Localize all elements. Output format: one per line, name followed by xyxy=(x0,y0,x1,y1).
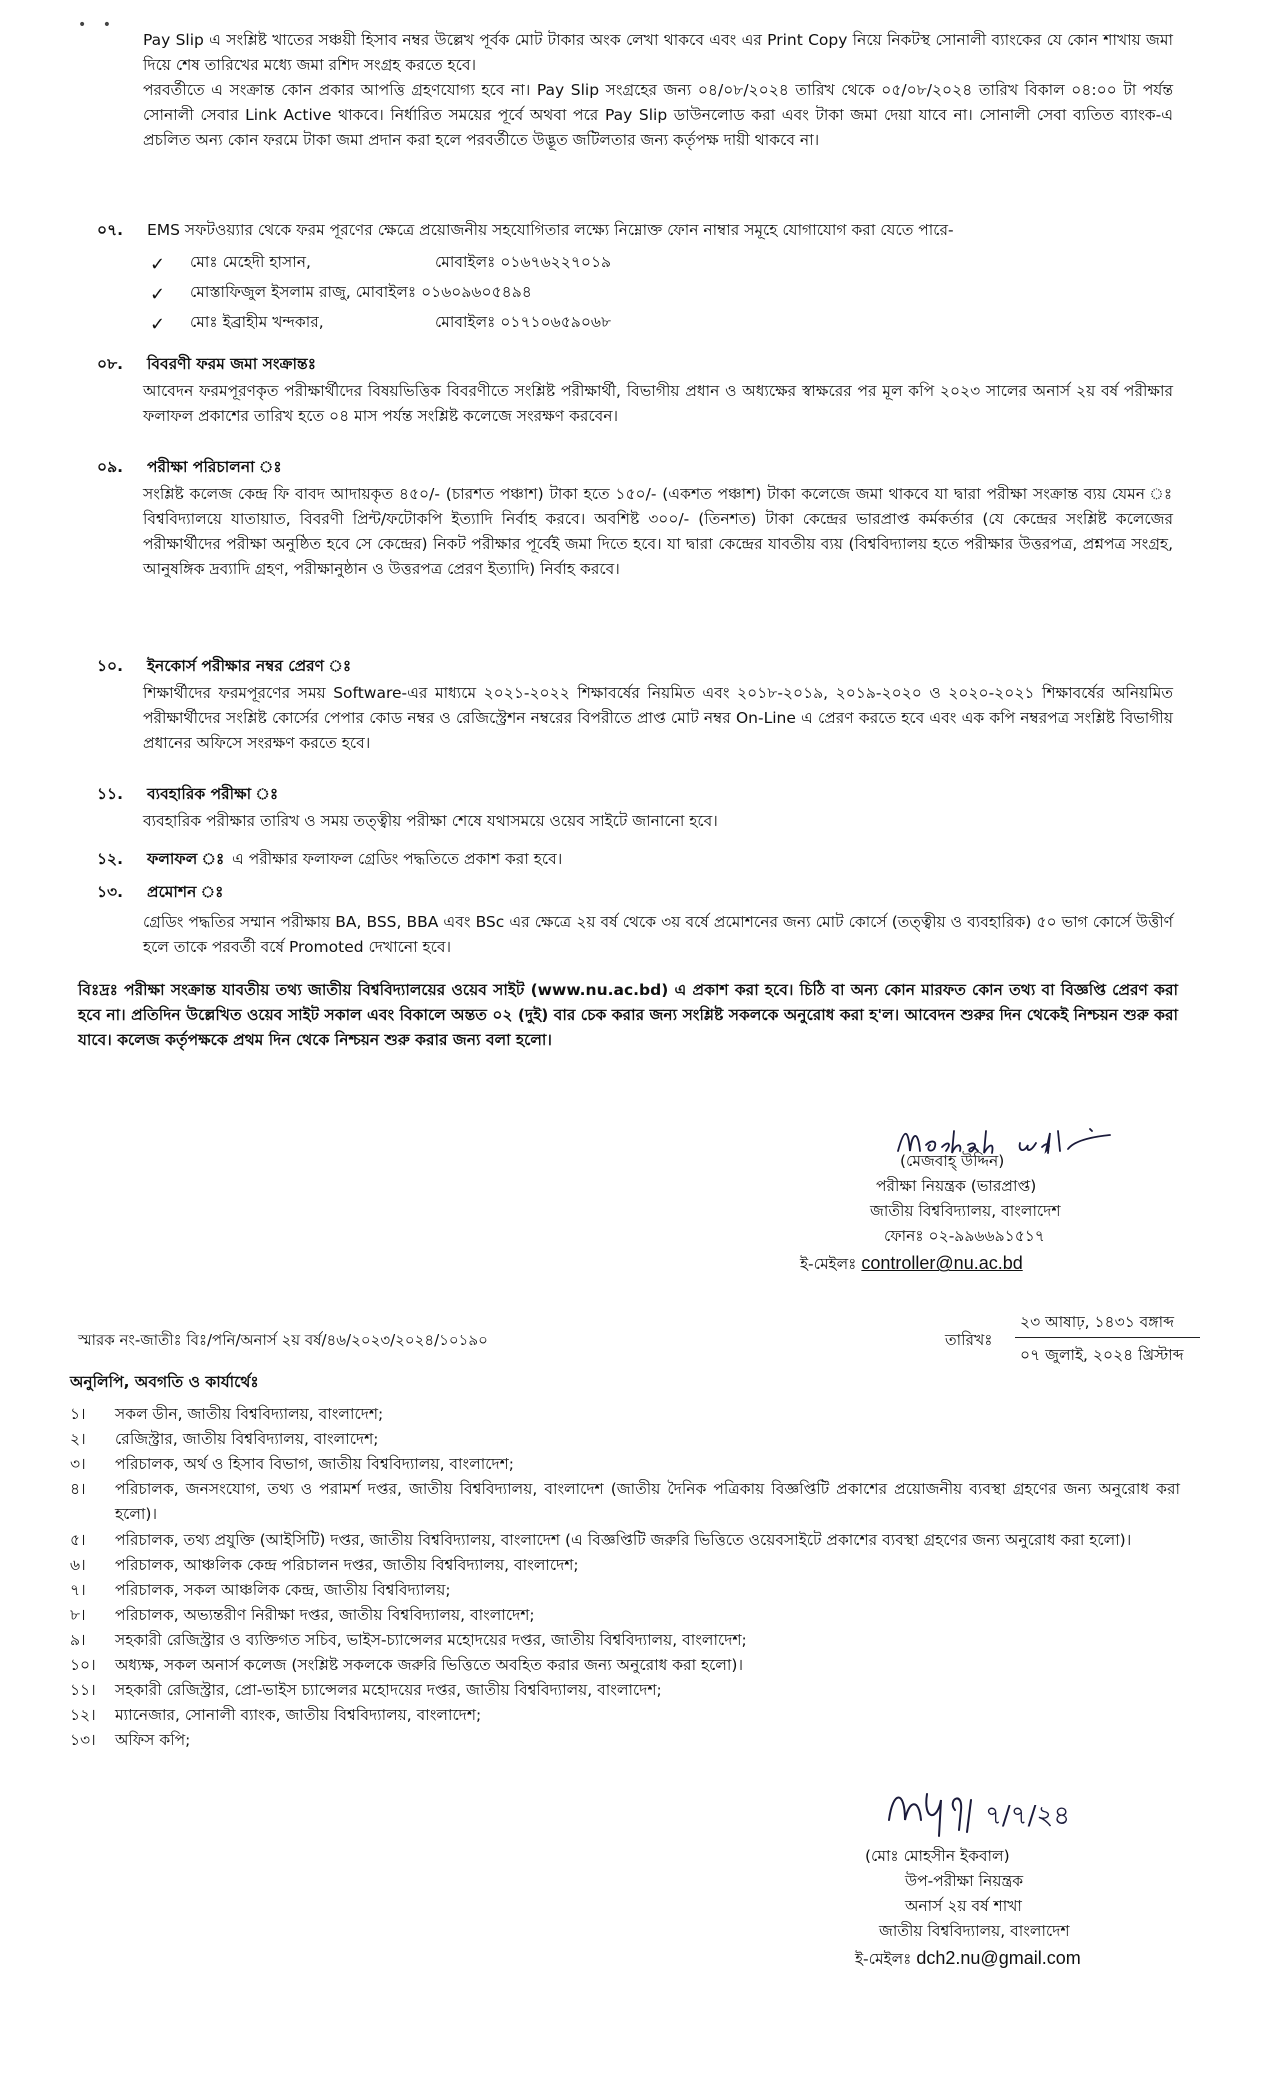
email-label: ই-মেইলঃ xyxy=(855,1950,912,1969)
contact-name: মোস্তাফিজুল ইসলাম রাজু, মোবাইলঃ ০১৬০৯৬০৫৪৯৪ xyxy=(190,283,532,301)
cc-text: সকল ডীন, জাতীয় বিশ্ববিদ্যালয়, বাংলাদেশ; xyxy=(115,1405,384,1423)
cc-item xyxy=(70,1553,1180,1578)
cc-text: পরিচালক, সকল আঞ্চলিক কেন্দ্র, জাতীয় বিশ্ববিদ্যালয়; xyxy=(115,1580,451,1599)
signatory-org: জাতীয় বিশ্ববিদ্যালয়, বাংলাদেশ xyxy=(879,1922,1070,1941)
section-number: ০৮. xyxy=(97,355,124,373)
section-text: এ পরীক্ষার ফলাফল গ্রেডিং পদ্ধতিতে প্রকাশ করা হবে। xyxy=(232,850,563,868)
cc-item xyxy=(70,1653,1180,1678)
deputy-email-link[interactable]: dch2.nu@gmail.com xyxy=(916,1948,1081,1969)
signatory-name: (মেজবাহ্ উদ্দিন) xyxy=(900,1152,1005,1170)
section-number: ০৭. xyxy=(97,221,124,239)
cc-item xyxy=(70,1728,1180,1753)
cc-number: ৫। xyxy=(70,1530,86,1549)
cc-number: ৯। xyxy=(70,1630,86,1649)
cc-item xyxy=(70,1703,1180,1728)
cc-text: ম্যানেজার, সোনালী ব্যাংক, জাতীয় বিশ্ববিদ্যালয়, বাংলাদেশ; xyxy=(115,1706,482,1725)
cc-text: অধ্যক্ষ, সকল অনার্স কলেজ (সংশ্লিষ্ট সকলকে জরুরি ভিত্তিতে অবহিত করার জন্য অনুরোধ করা হলো)। xyxy=(115,1656,744,1675)
cc-number: ৬। xyxy=(70,1555,86,1574)
cc-number: ৮। xyxy=(70,1605,86,1624)
cc-number: ২। xyxy=(70,1430,86,1449)
cc-item xyxy=(70,1402,1180,1427)
cc-text: পরিচালক, অভ্যন্তরীণ নিরীক্ষা দপ্তর, জাতীয় বিশ্ববিদ্যালয়, বাংলাদেশ; xyxy=(115,1605,535,1624)
cc-number: ১। xyxy=(70,1405,86,1423)
contact-mobile: মোবাইলঃ ০১৭১০৬৫৯০৬৮ xyxy=(435,313,612,331)
signatory-branch: অনার্স ২য় বর্ষ শাখা xyxy=(905,1897,1022,1916)
section-body: সংশ্লিষ্ট কলেজ কেন্দ্র ফি বাবদ আদায়কৃত ৪৫০/- (চারশত পঞ্চাশ) টাকা হতে ১৫০/- (একশত পঞ্চাশ) টাকা কলেজে জমা থাকবে যা দ্বারা পরীক্ষা সংক্রান্ত ব্যয় যেমন ঃ বিশ্ববিদ্যালয়ে যাতায়াত, বিবরণী প্রিন্ট/ফটোকপি ইত্যাদি নির্বাহ করবে। অবশিষ্ট ৩০০/- (তিনশত) টাকা কেন্দ্রের ভারপ্রাপ্ত কর্মকর্তার (যে কেন্দ্রের সংশ্লিষ্ট কলেজের পরীক্ষার্থীদের পরীক্ষা অনুষ্ঠিত হবে সে কেন্দ্রের) নিকট পরীক্ষার পূর্বেই জমা দিতে হবে। যা দ্বারা কেন্দ্রের যাবতীয় ব্যয় (বিশ্ববিদ্যালয় হতে পরীক্ষার উত্তরপত্র, প্রশ্নপত্র সংগ্রহ, আনুষঙ্গিক দ্রব্যাদি গ্রহণ, পরীক্ষানুষ্ঠান ও উত্তরপত্র প্রেরণ ইত্যাদি) নির্বাহ করবে। xyxy=(143,485,1173,579)
contact-name: মোঃ ইব্রাহীম খন্দকার, xyxy=(190,313,324,331)
section-heading: বিবরণী ফরম জমা সংক্রান্তঃ xyxy=(147,355,316,373)
cc-text: সহকারী রেজিস্ট্রার, প্রো-ভাইস চ্যান্সেলর মহোদয়ের দপ্তর, জাতীয় বিশ্ববিদ্যালয়, বাংলাদেশ; xyxy=(115,1681,662,1700)
handwritten-signature xyxy=(875,1780,1135,1850)
contact-mobile: মোবাইলঃ ০১৬৭৬২২৭০১৯ xyxy=(435,253,612,271)
section-number: ১২. xyxy=(97,850,124,868)
cc-number: ৩। xyxy=(70,1455,86,1474)
signatory-name: (মোঃ মোহসীন ইকবাল) xyxy=(865,1847,1010,1865)
cc-text: রেজিস্ট্রার, জাতীয় বিশ্ববিদ্যালয়, বাংলাদেশ; xyxy=(115,1430,379,1449)
check-icon: ✓ xyxy=(150,314,166,335)
cc-item xyxy=(70,1603,1180,1628)
section-body: ব্যবহারিক পরীক্ষার তারিখ ও সময় তত্ত্বীয় পরীক্ষা শেষে যথাসময়ে ওয়েব সাইটে জানানো হবে। xyxy=(143,812,718,830)
cc-number: ১২। xyxy=(70,1706,96,1725)
cc-number: ৭। xyxy=(70,1580,86,1599)
signatory-org: জাতীয় বিশ্ববিদ্যালয়, বাংলাদেশ xyxy=(870,1202,1061,1221)
section-body: গ্রেডিং পদ্ধতির সম্মান পরীক্ষায় BA, BSS, BBA এবং BSc এর ক্ষেত্রে ২য় বর্ষ থেকে ৩য় বর্ষে প্রমোশনের জন্য মোট কোর্সে (তত্ত্বীয় ও ব্যবহারিক) ৫০ ভাগ কোর্সে উত্তীর্ণ হলে তাকে পরবর্তী বর্ষে Promoted দেখানো হবে। xyxy=(143,913,1173,957)
scan-marks: • • xyxy=(78,17,117,33)
date-english: ০৭ জুলাই, ২০২৪ খ্রিস্টাব্দ xyxy=(1020,1346,1184,1364)
important-notice: বিঃদ্রঃ পরীক্ষা সংক্রান্ত যাবতীয় তথ্য জাতীয় বিশ্ববিদ্যালয়ের ওয়েব সাইট (www.nu.ac.bd) এ প্রকাশ করা হবে। চিঠি বা অন্য কোন মারফত কোন তথ্য বা বিজ্ঞপ্তি প্রেরণ করা হবে না। প্রতিদিন উল্লেখিত ওয়েব সাইট সকাল এবং বিকালে অন্তত ০২ (দুই) বার চেক করার জন্য সংশ্লিষ্ট সকলকে অনুরোধ করা হ'ল। আবেদন শুরুর দিন থেকেই নিশ্চয়ন শুরু করা যাবে। কলেজ কর্তৃপক্ষকে প্রথম দিন থেকে নিশ্চয়ন শুরু করার জন্য বলা হলো। xyxy=(78,981,1178,1050)
controller-email-link[interactable]: controller@nu.ac.bd xyxy=(861,1253,1023,1274)
cc-item xyxy=(70,1678,1180,1703)
cc-item xyxy=(70,1528,1180,1553)
cc-text: অফিস কপি; xyxy=(115,1731,191,1750)
section-heading: পরীক্ষা পরিচালনা ঃ xyxy=(147,458,282,476)
cc-item xyxy=(70,1477,1180,1527)
cc-item xyxy=(70,1452,1180,1477)
cc-item xyxy=(70,1628,1180,1653)
cc-text: সহকারী রেজিস্ট্রার ও ব্যক্তিগত সচিব, ভাইস-চ্যান্সেলর মহোদয়ের দপ্তর, জাতীয় বিশ্ববিদ্যালয়, বাংলাদেশ; xyxy=(115,1630,747,1649)
section-heading: প্রমোশন ঃ xyxy=(147,883,224,901)
cc-title: অনুলিপি, অবগতি ও কার্যার্থেঃ xyxy=(70,1373,259,1391)
cc-text: পরিচালক, আঞ্চলিক কেন্দ্র পরিচালন দপ্তর, জাতীয় বিশ্ববিদ্যালয়, বাংলাদেশ; xyxy=(115,1555,579,1574)
section-body: শিক্ষার্থীদের ফরমপূরণের সময় Software-এর মাধ্যমে ২০২১-২০২২ শিক্ষাবর্ষের নিয়মিত এবং ২০১৮-২০১৯, ২০১৯-২০২০ ও ২০২০-২০২১ শিক্ষাবর্ষের অনিয়মিত পরীক্ষার্থীদের সংশ্লিষ্ট কোর্সের পেপার কোড নম্বর ও রেজিস্ট্রেশন নম্বরের বিপরীতে প্রাপ্ত মোট নম্বর On-Line এ প্রেরণ করতে হবে এবং এক কপি নম্বরপত্র সংশ্লিষ্ট বিভাগীয় প্রধানের অফিসে সংরক্ষণ করতে হবে। xyxy=(143,684,1173,753)
section-body: আবেদন ফরমপূরণকৃত পরীক্ষার্থীদের বিষয়ভিত্তিক বিবরণীতে সংশ্লিষ্ট পরীক্ষার্থী, বিভাগীয় প্রধান ও অধ্যক্ষের স্বাক্ষরের পর মূল কপি ২০২৩ সালের অনার্স ২য় বর্ষ পরীক্ষার ফলাফল প্রকাশের তারিখ হতে ০৪ মাস পর্যন্ত সংশ্লিষ্ট কলেজে সংরক্ষণ করবেন। xyxy=(143,382,1173,426)
cc-number: ১০। xyxy=(70,1656,96,1675)
signature-date: ৭/৭/২৪ xyxy=(985,1801,1071,1831)
section-heading: ইনকোর্স পরীক্ষার নম্বর প্রেরণ ঃ xyxy=(147,657,352,675)
section-number: ০৯. xyxy=(97,458,124,476)
payslip-paragraph: Pay Slip এ সংশ্লিষ্ট খাতের সঞ্চয়ী হিসাব নম্বর উল্লেখ পূর্বক মোট টাকার অংক লেখা থাকবে এবং এর Print Copy নিয়ে নিকটস্থ সোনালী ব্যাংকের যে কোন শাখায় জমা দিয়ে শেষ তারিখের মধ্যে জমা রশিদ সংগ্রহ করতে হবে। xyxy=(143,31,1173,75)
section-number: ১০. xyxy=(97,657,124,675)
cc-item xyxy=(70,1578,1180,1603)
section-text: EMS সফটওয়্যার থেকে ফরম পূরণের ক্ষেত্রে প্রয়োজনীয় সহযোগিতার লক্ষ্যে নিম্নোক্ত ফোন নাম্বার সমূহে যোগাযোগ করা যেতে পারে- xyxy=(147,221,954,239)
signatory-title: পরীক্ষা নিয়ন্ত্রক (ভারপ্রাপ্ত) xyxy=(876,1177,1037,1196)
cc-text: পরিচালক, তথ্য প্রযুক্তি (আইসিটি) দপ্তর, জাতীয় বিশ্ববিদ্যালয়, বাংলাদেশ (এ বিজ্ঞপ্তিটি জরুরি ভিত্তিতে ওয়েবসাইটে প্রকাশের ব্যবস্থা গ্রহণের জন্য অনুরোধ করা হলো)। xyxy=(115,1530,1132,1549)
date-label: তারিখঃ xyxy=(945,1331,993,1349)
section-heading: ফলাফল ঃ xyxy=(147,850,225,868)
cc-text: পরিচালক, জনসংযোগ, তথ্য ও পরামর্শ দপ্তর, জাতীয় বিশ্ববিদ্যালয়, বাংলাদেশ (জাতীয় দৈনিক পত্রিকায় বিজ্ঞপ্তিটি প্রকাশের প্রয়োজনীয় ব্যবস্থা গ্রহণের জন্য অনুরোধ করা হলো)। xyxy=(115,1480,1180,1524)
payslip-paragraph-2: পরবর্তীতে এ সংক্রান্ত কোন প্রকার আপত্তি গ্রহণযোগ্য হবে না। Pay Slip সংগ্রহের জন্য ০৪/০৮/২০২৪ তারিখ থেকে ০৫/০৮/২০২৪ তারিখ বিকাল ০৪:০০ টা পর্যন্ত সোনালী সেবার Link Active থাকবে। নির্ধারিত সময়ের পূর্বে অথবা পরে Pay Slip ডাউনলোড করা এবং টাকা জমা দেয়া যাবে না। সোনালী সেবা ব্যতিত ব্যাংক-এ প্রচলিত অন্য কোন ফরমে টাকা জমা প্রদান করা হলে পরবর্তীতে উদ্ভূত জটিলতার জন্য কর্তৃপক্ষ দায়ী থাকবে না। xyxy=(143,81,1173,150)
section-number: ১৩. xyxy=(97,883,124,901)
signatory-phone: ফোনঃ ০২-৯৯৬৬৯১৫১৭ xyxy=(884,1227,1045,1246)
cc-list xyxy=(70,1402,1180,1754)
cc-item xyxy=(70,1427,1180,1452)
check-icon: ✓ xyxy=(150,284,166,305)
cc-number: ১১। xyxy=(70,1681,96,1700)
section-number: ১১. xyxy=(97,785,124,803)
date-bangla: ২৩ আষাঢ়, ১৪৩১ বঙ্গাব্দ xyxy=(1020,1313,1174,1331)
cc-number: ৪। xyxy=(70,1480,86,1499)
date-divider xyxy=(1015,1337,1200,1338)
cc-text: পরিচালক, অর্থ ও হিসাব বিভাগ, জাতীয় বিশ্ববিদ্যালয়, বাংলাদেশ; xyxy=(115,1455,515,1474)
signatory-title: উপ-পরীক্ষা নিয়ন্ত্রক xyxy=(905,1872,1024,1891)
section-heading: ব্যবহারিক পরীক্ষা ঃ xyxy=(147,785,279,803)
cc-number: ১৩। xyxy=(70,1731,96,1750)
check-icon: ✓ xyxy=(150,254,166,275)
contact-name: মোঃ মেহেদী হাসান, xyxy=(190,253,311,271)
memo-number: স্মারক নং-জাতীঃ বিঃ/পনি/অনার্স ২য় বর্ষ/৪৬/২০২৩/২০২৪/১০১৯০ xyxy=(78,1331,488,1349)
email-label: ই-মেইলঃ xyxy=(800,1255,857,1274)
